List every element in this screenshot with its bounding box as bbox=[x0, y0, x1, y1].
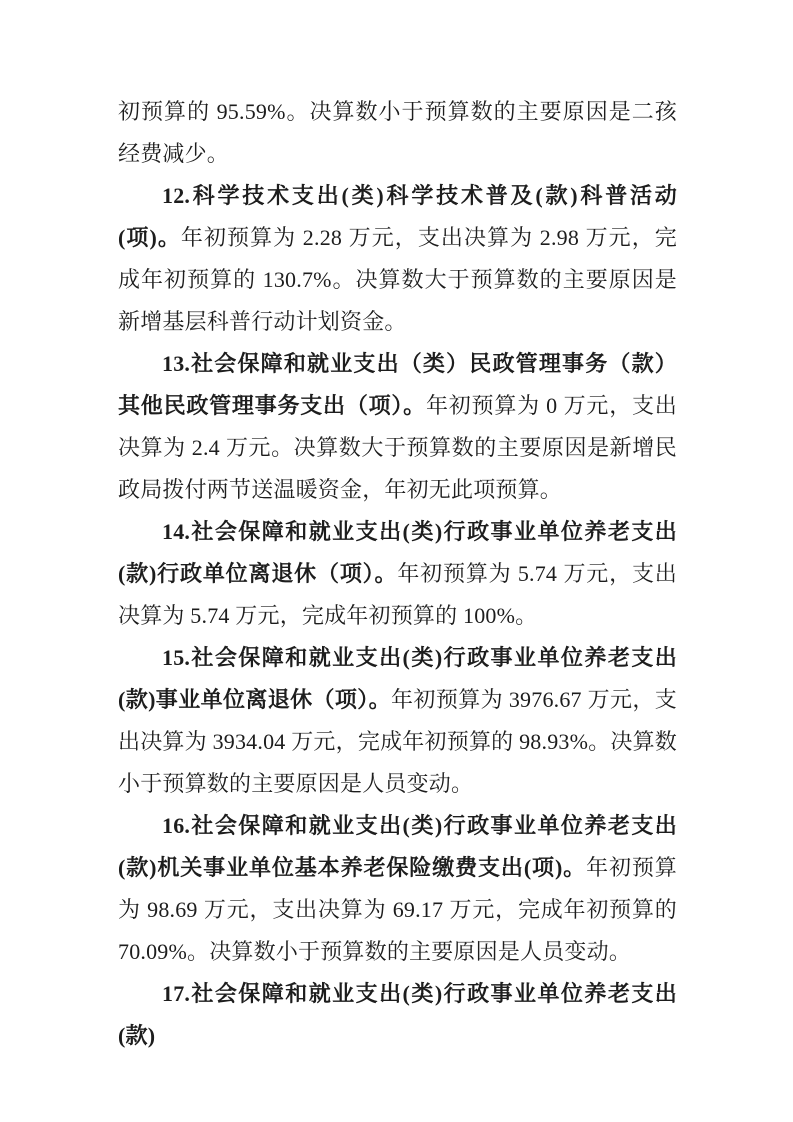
paragraph-item-14 bbox=[118, 511, 677, 637]
paragraph-heading: 14.社会保障和就业支出(类)行政事业单位养老支出(款)行政单位离退休（项）。 bbox=[118, 519, 677, 586]
paragraph-heading: 12.科学技术支出(类)科学技术普及(款)科普活动(项)。 bbox=[118, 183, 677, 250]
paragraph-11-continuation bbox=[118, 91, 677, 175]
paragraph-item-12 bbox=[118, 175, 677, 343]
paragraph-heading: 17.社会保障和就业支出(类)行政事业单位养老支出(款) bbox=[118, 981, 677, 1048]
paragraph-body: 年初预算为 3976.67 万元，支出决算为 3934.04 万元，完成年初预算的 98.93%。决算数小于预算数的主要原因是人员变动。 bbox=[118, 687, 677, 796]
paragraph-item-17 bbox=[118, 973, 677, 1057]
paragraph-heading: 15.社会保障和就业支出(类)行政事业单位养老支出(款)事业单位离退休（项）。 bbox=[118, 645, 677, 712]
paragraph-body: 初预算的 95.59%。决算数小于预算数的主要原因是二孩经费减少。 bbox=[118, 99, 677, 166]
paragraph-item-15 bbox=[118, 637, 677, 805]
document-body bbox=[118, 91, 677, 1057]
paragraph-item-13 bbox=[118, 343, 677, 511]
paragraph-heading: 16.社会保障和就业支出(类)行政事业单位养老支出(款)机关事业单位基本养老保险缴费支出(项)。 bbox=[118, 813, 677, 880]
paragraph-heading: 13.社会保障和就业支出（类）民政管理事务（款）其他民政管理事务支出（项）。 bbox=[118, 351, 677, 418]
paragraph-body: 年初预算为 5.74 万元，支出决算为 5.74 万元，完成年初预算的 100%。 bbox=[118, 561, 677, 628]
paragraph-body: 年初预算为 0 万元，支出决算为 2.4 万元。决算数大于预算数的主要原因是新增民政局拨付两节送温暖资金，年初无此项预算。 bbox=[118, 393, 677, 502]
paragraph-body: 年初预算为 98.69 万元，支出决算为 69.17 万元，完成年初预算的 70.09%。决算数小于预算数的主要原因是人员变动。 bbox=[118, 855, 677, 964]
paragraph-item-16 bbox=[118, 805, 677, 973]
paragraph-body: 年初预算为 2.28 万元，支出决算为 2.98 万元，完成年初预算的 130.7%。决算数大于预算数的主要原因是新增基层科普行动计划资金。 bbox=[118, 225, 678, 334]
